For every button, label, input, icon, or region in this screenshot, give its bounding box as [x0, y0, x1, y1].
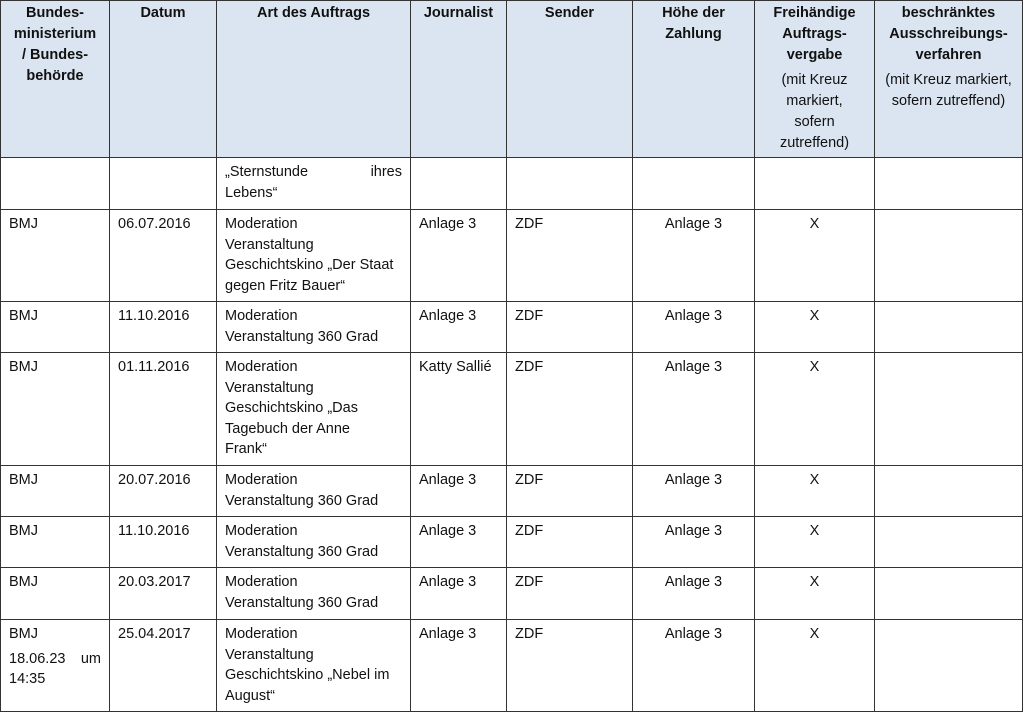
- ministry-cell: BMJ: [1, 466, 110, 517]
- table-row: [1, 517, 1023, 568]
- task-cell: Moderation Veranstaltung 360 Grad: [217, 466, 411, 517]
- task-cell: Moderation Veranstaltung Geschichtskino „Das Tagebuch der Anne Frank“: [217, 353, 411, 466]
- header-restricted-tender: beschränktes Ausschreibungs- verfahren (mit Kreuz markiert, sofern zutreffend): [875, 1, 1023, 158]
- payment-cell: Anlage 3: [633, 568, 755, 620]
- header-payment: Höhe der Zahlung: [633, 1, 755, 158]
- journalist-cell: Anlage 3: [411, 517, 507, 568]
- free-award-cell: X: [755, 517, 875, 568]
- header-free-award: Freihändige Auftrags- vergabe (mit Kreuz markiert, sofern zutreffend): [755, 1, 875, 158]
- date-cell: 11.10.2016: [110, 302, 217, 353]
- task-cell: Moderation Veranstaltung 360 Grad: [217, 517, 411, 568]
- journalist-cell: Katty Sallié: [411, 353, 507, 466]
- free-award-cell: X: [755, 568, 875, 620]
- header-free-award-note: (mit Kreuz markiert, sofern zutreffend): [779, 72, 850, 151]
- date-cell: 06.07.2016: [110, 210, 217, 302]
- free-award-cell: X: [755, 302, 875, 353]
- restricted-cell: [875, 466, 1023, 517]
- journalist-cell: Anlage 3: [411, 620, 507, 712]
- date-cell: 11.10.2016: [110, 517, 217, 568]
- task-cell: Moderation Veranstaltung Geschichtskino „Nebel im August“: [217, 620, 411, 712]
- payment-cell: Anlage 3: [633, 353, 755, 466]
- payment-cell: Anlage 3: [633, 302, 755, 353]
- free-award-cell: X: [755, 466, 875, 517]
- ministry-cell: BMJ: [1, 517, 110, 568]
- header-ministry: Bundes- ministerium / Bundes- behörde: [1, 1, 110, 158]
- restricted-cell: [875, 517, 1023, 568]
- ministry-cell: BMJ 18.06.23 um 14:35: [1, 620, 110, 712]
- ministry-cell: BMJ: [1, 353, 110, 466]
- header-restricted-tender-note: (mit Kreuz markiert, sofern zutreffend): [885, 72, 1012, 109]
- table-row: [1, 353, 1023, 466]
- ministry-cell: BMJ: [1, 210, 110, 302]
- header-task-type: Art des Auftrags: [217, 1, 411, 158]
- broadcaster-cell: ZDF: [507, 620, 633, 712]
- journalist-cell: Anlage 3: [411, 466, 507, 517]
- date-cell: 01.11.2016: [110, 353, 217, 466]
- header-date: Datum: [110, 1, 217, 158]
- table-row: [1, 302, 1023, 353]
- payment-cell: Anlage 3: [633, 517, 755, 568]
- free-award-cell: X: [755, 353, 875, 466]
- broadcaster-cell: ZDF: [507, 302, 633, 353]
- table-row: [1, 466, 1023, 517]
- payment-cell: Anlage 3: [633, 466, 755, 517]
- payment-cell: Anlage 3: [633, 210, 755, 302]
- ministry-note: 18.06.23 um: [9, 650, 101, 667]
- task-cell: „Sternstunde ihres Lebens“: [217, 158, 411, 210]
- free-award-cell: X: [755, 620, 875, 712]
- ministry-cell: BMJ: [1, 568, 110, 620]
- restricted-cell: [875, 302, 1023, 353]
- free-award-cell: X: [755, 210, 875, 302]
- date-cell: 20.07.2016: [110, 466, 217, 517]
- table-row-continuation: [1, 158, 1023, 210]
- restricted-cell: [875, 210, 1023, 302]
- task-cell: Moderation Veranstaltung 360 Grad: [217, 568, 411, 620]
- table-row: [1, 568, 1023, 620]
- date-cell: 25.04.2017: [110, 620, 217, 712]
- table-row: [1, 210, 1023, 302]
- broadcaster-cell: ZDF: [507, 210, 633, 302]
- header-broadcaster: Sender: [507, 1, 633, 158]
- restricted-cell: [875, 620, 1023, 712]
- journalist-cell: Anlage 3: [411, 568, 507, 620]
- broadcaster-cell: ZDF: [507, 466, 633, 517]
- payment-cell: Anlage 3: [633, 620, 755, 712]
- broadcaster-cell: ZDF: [507, 568, 633, 620]
- broadcaster-cell: ZDF: [507, 517, 633, 568]
- task-cell: Moderation Veranstaltung 360 Grad: [217, 302, 411, 353]
- header-journalist: Journalist: [411, 1, 507, 158]
- restricted-cell: [875, 353, 1023, 466]
- date-cell: 20.03.2017: [110, 568, 217, 620]
- task-cell: Moderation Veranstaltung Geschichtskino „Der Staat gegen Fritz Bauer“: [217, 210, 411, 302]
- table-header-row: [1, 1, 1023, 158]
- journalist-cell: Anlage 3: [411, 302, 507, 353]
- restricted-cell: [875, 568, 1023, 620]
- journalist-cell: Anlage 3: [411, 210, 507, 302]
- broadcaster-cell: ZDF: [507, 353, 633, 466]
- ministry-cell: BMJ: [1, 302, 110, 353]
- table-row: [1, 620, 1023, 712]
